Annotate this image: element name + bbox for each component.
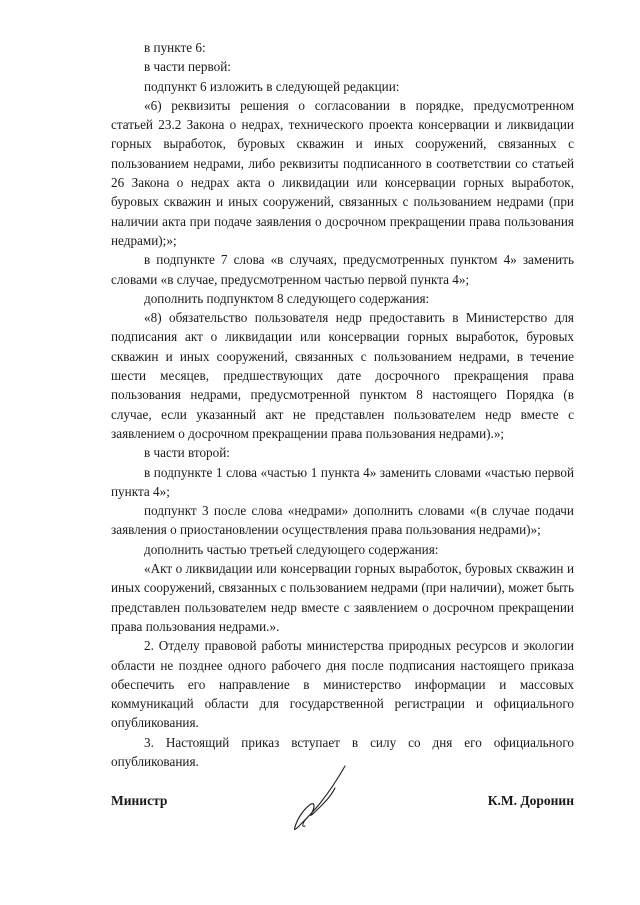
signatory-title: Министр [111,793,168,808]
paragraph: 2. Отделу правовой работы министерства природных ресурсов и экологии области не позднее одного рабочего дня после подписания настоящего приказа обеспечить его направление в министерство информации и массовых коммуникаций области для государственной регистрации и официального опубликования. [111,638,574,731]
paragraph: в подпункте 1 слова «частью 1 пункта 4» заменить словами «частью первой пункта 4»; [111,464,574,499]
paragraph: дополнить подпунктом 8 следующего содержания: [144,290,430,306]
paragraph: «Акт о ликвидации или консервации горных выработок, буровых скважин и иных сооружений, связанных с пользованием недрами (при наличии), может быть представлен пользователем недр вместе с заявлением о досрочном прекращении права пользования недрами.». [111,561,574,634]
handwritten-signature [285,762,355,834]
signatory-name: К.М. Доронин [487,793,574,808]
paragraph: подпункт 6 изложить в следующей редакции: [144,78,400,94]
paragraph: в подпункте 7 слова «в случаях, предусмотренных пунктом 4» заменить словами «в случае, предусмотренном частью первой пункта 4»; [111,252,574,287]
paragraph: подпункт 3 после слова «недрами» дополнить словами «(в случае подачи заявления о приостановлении осуществления права пользования недрами)»; [111,503,574,538]
paragraph: в пункте 6: [144,40,206,55]
paragraph: дополнить частью третьей следующего содержания: [144,541,439,557]
paragraph: «8) обязательство пользователя недр предоставить в Министерство для подписания акт о ликвидации или консервации горных выработок, буровых скважин и иных сооружений, связанных с пользованием недрами, в течение шести месяцев, предшествующих дате досрочного прекращения права пользования недрами, предусмотренной пунктом 8 настоящего Порядка (в случае, если указанный акт не представлен пользователем недр вместе с заявлением о досрочном прекращении права пользования недрами).»; [111,310,574,441]
paragraph: в части первой: [144,59,231,75]
paragraph: «6) реквизиты решения о согласовании в порядке, предусмотренном статьей 23.2 Закона о недрах, технического проекта консервации и ликвидации горных выработок, буровых скважин и иных сооружений, связанных с пользованием недрами, либо реквизиты подписанного в соответствии со статьей 26 Закона о недрах акта о ликвидации или консервации горных выработок, буровых скважин и иных сооружений, связанных с пользованием недрами (при наличии акта при подаче заявления о досрочном прекращении права пользования недрами);»; [111,97,574,248]
paragraph: 3. Настоящий приказ вступает в силу со дня его официального опубликования. [111,734,574,769]
document-body [111,38,574,771]
paragraph: в части второй: [144,445,230,461]
